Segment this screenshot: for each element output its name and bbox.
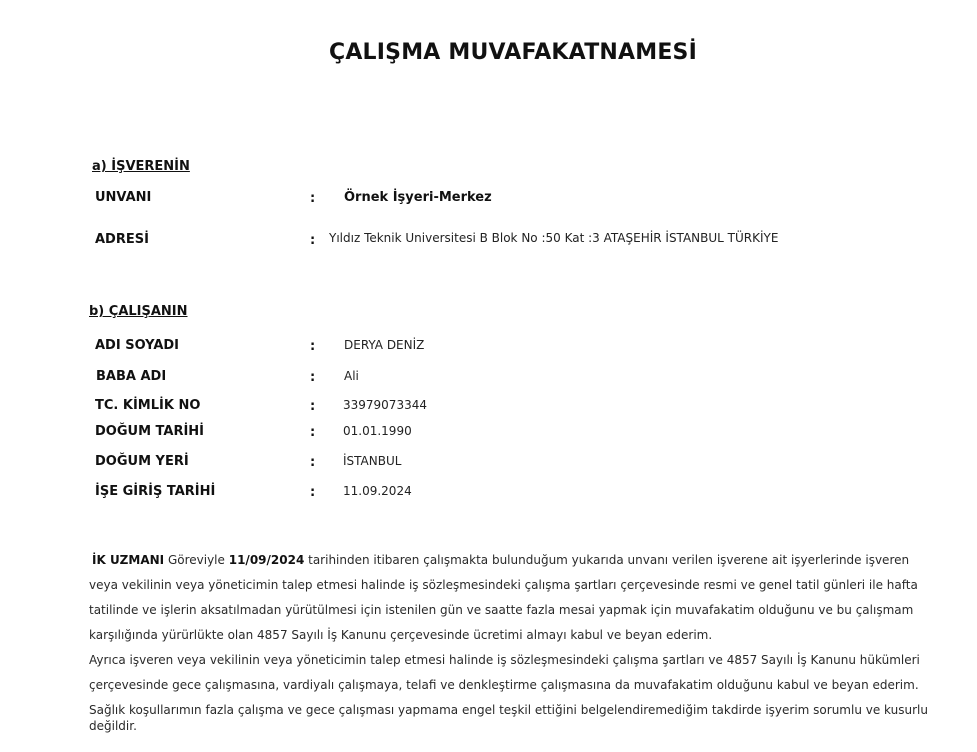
birth-date-value: 01.01.1990 <box>343 424 412 438</box>
employee-name-label: ADI SOYADI <box>95 338 180 353</box>
statement-line: Ayrıca işveren veya vekilinin veya yöneticimin talep etmesi halinde iş sözleşmesindeki çalışma şartları ve 4857 Sayılı İş Kanunu hükümleri <box>89 653 920 667</box>
colon-separator: : <box>310 370 316 385</box>
statement-line: değildir. <box>89 719 137 733</box>
national-id-label: TC. KİMLİK NO <box>95 398 201 413</box>
start-date-label: İŞE GİRİŞ TARİHİ <box>95 484 216 499</box>
statement-start-date: 11/09/2024 <box>228 553 305 567</box>
start-date-value: 11.09.2024 <box>343 484 412 498</box>
colon-separator: : <box>310 233 316 248</box>
statement-line: veya vekilinin veya yöneticimin talep etmesi halinde iş sözleşmesindeki çalışma şartları çerçevesinde resmi ve genel tatil günleri ile hafta <box>89 578 918 592</box>
birth-place-value: İSTANBUL <box>343 454 402 468</box>
father-name-value: Ali <box>344 369 359 383</box>
birth-place-label: DOĞUM YERİ <box>95 454 189 469</box>
national-id-value: 33979073344 <box>343 398 427 412</box>
statement-line-text: tarihinden itibaren çalışmakta bulunduğum yukarıda unvanı verilen işverene ait işyerlerinde işveren <box>304 553 910 567</box>
role-title: İK UZMANI <box>92 553 165 567</box>
statement-line: Sağlık koşullarımın fazla çalışma ve gece çalışması yapmama engel teşkil ettiğini belgelendiremediğim takdirde işyerim sorumlu ve kusurlu <box>89 703 928 717</box>
colon-separator: : <box>310 339 316 354</box>
employer-title-value: Örnek İşyeri-Merkez <box>344 190 492 205</box>
employer-address-value: Yıldız Teknik Universitesi B Blok No :50 Kat :3 ATAŞEHİR İSTANBUL TÜRKİYE <box>329 231 779 245</box>
colon-separator: : <box>310 455 316 470</box>
statement-line: karşılığında yürürlükte olan 4857 Sayılı İş Kanunu çerçevesinde ücretimi almayı kabul ve beyan ederim. <box>89 628 713 642</box>
statement-line: çerçevesinde gece çalışmasına, vardiyalı çalışmaya, telafi ve denkleştirme çalışmasına da muvafakatim olduğunu kabul ve beyan ederim. <box>89 678 919 692</box>
employee-name-value: DERYA DENİZ <box>344 338 425 352</box>
employer-address-label: ADRESİ <box>95 232 149 247</box>
employer-title-label: UNVANI <box>95 190 152 205</box>
document-title: ÇALIŞMA MUVAFAKATNAMESİ <box>328 40 697 65</box>
statement-line: tatilinde ve işlerin aksatılmadan yürütülmesi için istenilen gün ve saatte fazla mesai yapmak için muvafakatim olduğunu ve bu çalışmam <box>89 603 914 617</box>
statement-line <box>92 553 909 567</box>
colon-separator: : <box>310 425 316 440</box>
birth-date-label: DOĞUM TARİHİ <box>95 424 205 439</box>
colon-separator: : <box>310 485 316 500</box>
statement-intro: Göreviyle <box>167 553 225 567</box>
employee-section-heading: b) ÇALIŞANIN <box>89 304 188 319</box>
colon-separator: : <box>310 399 316 414</box>
employer-section-heading: a) İŞVERENİN <box>92 159 190 174</box>
colon-separator: : <box>310 191 316 206</box>
father-name-label: BABA ADI <box>96 369 167 384</box>
